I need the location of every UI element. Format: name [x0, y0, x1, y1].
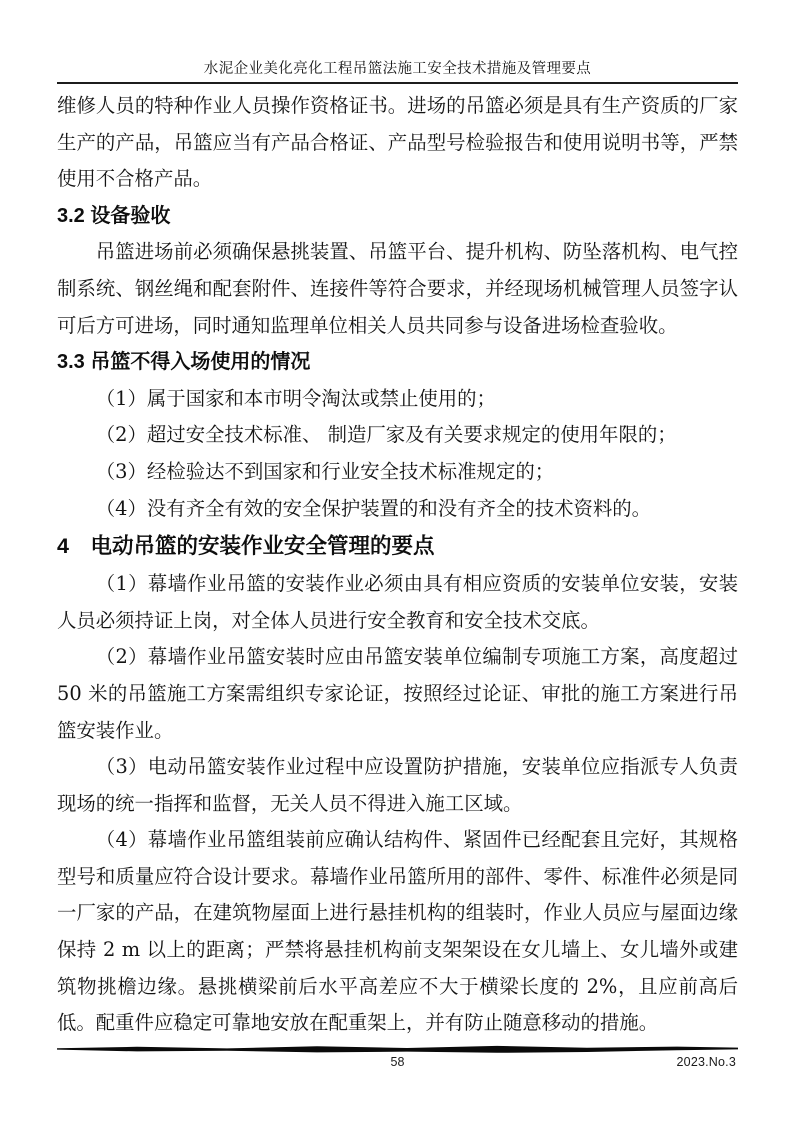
page-header: [57, 0, 738, 84]
running-head-title: 水泥企业美化亮化工程吊篮法施工安全技术措施及管理要点: [203, 61, 592, 77]
footer-row: [57, 1055, 738, 1073]
paragraph-install-3: （3）电动吊篮安装作业过程中应设置防护措施，安装单位应指派专人负责现场的统一指挥和监督，无关人员不得进入施工区域。: [57, 755, 738, 815]
list-item: （2）超过安全技术标准、 制造厂家及有关要求规定的使用年限的；: [95, 423, 677, 447]
section-heading-3-2: 3.2 设备验收: [57, 204, 171, 227]
paragraph-continuation: 维修人员的特种作业人员操作资格证书。进场的吊篮必须是具有生产资质的厂家生产的产品，吊篮应当有产品合格证、产品型号检验报告和使用说明书等，严禁使用不合格产品。: [57, 94, 738, 191]
issue-label: 2023.No.3: [676, 1055, 736, 1069]
page-number: 58: [390, 1055, 405, 1069]
list-item: （3）经检验达不到国家和行业安全技术标准规定的；: [95, 459, 555, 483]
document-body: [57, 88, 738, 1042]
paragraph-install-4: （4）幕墙作业吊篮组装前应确认结构件、紧固件已经配套且完好，其规格型号和质量应符合设计要求。幕墙作业吊篮所用的部件、零件、标准件必须是同一厂家的产品，在建筑物屋面上进行悬挂机构的组装时，作业人员应与屋面边缘保持 2 m 以上的距离；严禁将悬挂机构前支架架设在女儿墙上、女儿墙外或建筑物挑檐边缘。悬挑横梁前后水平高差应不大于横梁长度的 2%，且应前高后低。配重件应稳定可靠地安放在配重架上，并有防止随意移动的措施。: [57, 828, 738, 1035]
paragraph-equipment-acceptance: 吊篮进场前必须确保悬挑装置、吊篮平台、提升机构、防坠落机构、电气控制系统、钢丝绳和配套附件、连接件等符合要求，并经现场机械管理人员签字认可后方可进场，同时通知监理单位相关人员共同参与设备进场检查验收。: [57, 240, 738, 337]
paragraph-install-1: （1）幕墙作业吊篮的安装作业必须由具有相应资质的安装单位安装，安装人员必须持证上岗，对全体人员进行安全教育和安全技术交底。: [57, 572, 738, 632]
paragraph-install-2: （2）幕墙作业吊篮安装时应由吊篮安装单位编制专项施工方案，高度超过 50 米的吊篮施工方案需组织专家论证，按照经过论证、审批的施工方案进行吊篮安装作业。: [57, 645, 738, 742]
chapter-heading-4: 4 电动吊篮的安装作业安全管理的要点: [57, 534, 435, 559]
page-footer: [57, 1045, 738, 1073]
footer-rule: [57, 1045, 738, 1054]
list-item: （1）属于国家和本市明令淘汰或禁止使用的；: [95, 386, 496, 410]
list-item: （4）没有齐全有效的安全保护装置的和没有齐全的技术资料的。: [95, 496, 652, 520]
section-heading-3-3: 3.3 吊篮不得入场使用的情况: [57, 351, 311, 374]
